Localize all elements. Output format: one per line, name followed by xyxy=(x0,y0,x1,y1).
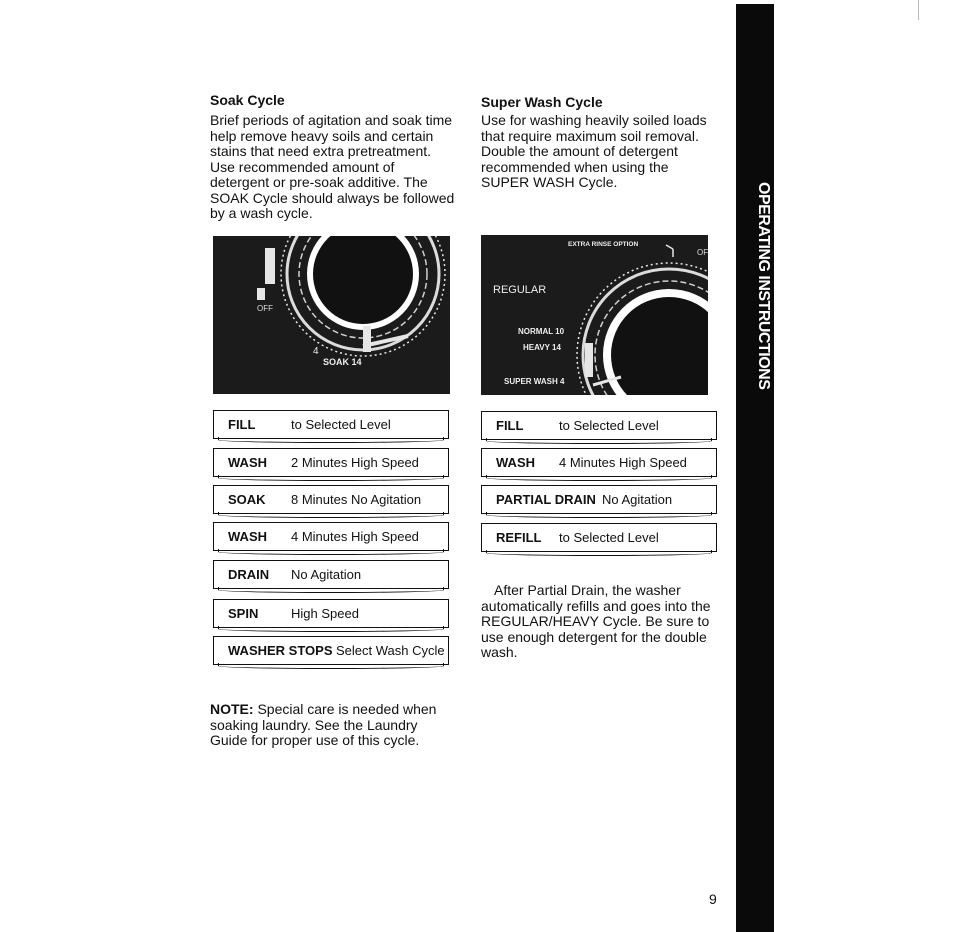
super-heading: Super Wash Cycle xyxy=(481,94,603,110)
soak-line: help remove heavy soils and certain xyxy=(210,127,434,144)
super-step xyxy=(481,485,717,514)
edge-mark xyxy=(918,0,919,20)
step-label: WASH xyxy=(228,529,267,544)
soak-dial-image xyxy=(213,236,450,394)
step-description: High Speed xyxy=(291,606,359,621)
super-description xyxy=(481,113,731,191)
step-label: FILL xyxy=(228,417,256,432)
soak-step xyxy=(213,522,449,551)
super-line: Double the amount of detergent xyxy=(481,143,678,159)
step-description: 4 Minutes High Speed xyxy=(291,529,419,544)
dial-soak-label: SOAK 14 xyxy=(323,357,362,367)
soak-line: Use recommended amount of xyxy=(210,158,395,175)
step-description: No Agitation xyxy=(602,492,673,507)
dial-number-label: 4 xyxy=(313,346,319,357)
step-label: PARTIAL DRAIN xyxy=(496,492,596,507)
step-label: SPIN xyxy=(228,606,259,621)
dial-off-label: OF xyxy=(697,248,708,257)
after-line: wash. xyxy=(481,644,518,660)
soak-heading: Soak Cycle xyxy=(210,92,285,108)
step-label: REFILL xyxy=(496,530,542,545)
soak-step xyxy=(213,599,449,628)
sidebar-title: OPERATING INSTRUCTIONS xyxy=(755,182,772,390)
soak-line: stains that need extra pretreatment. xyxy=(210,143,432,159)
step-description: Select Wash Cycle xyxy=(336,643,445,658)
step-label: WASH xyxy=(496,455,535,470)
soak-note xyxy=(210,702,450,749)
after-line: use enough detergent for the double xyxy=(481,628,707,645)
step-description: 8 Minutes No Agitation xyxy=(291,492,422,507)
super-line: recommended when using the xyxy=(481,158,669,175)
step-description: to Selected Level xyxy=(559,418,659,433)
soak-line: SOAK Cycle should always be followed xyxy=(210,189,455,206)
soak-line: Brief periods of agitation and soak time xyxy=(210,112,453,128)
after-line: automatically refills and goes into the xyxy=(481,597,711,614)
normal-label: NORMAL 10 xyxy=(518,327,565,336)
step-description: No Agitation xyxy=(291,567,362,582)
extra-rinse-label: EXTRA RINSE OPTION xyxy=(568,241,639,248)
soak-line: detergent or pre-soak additive. The xyxy=(210,174,428,190)
step-label: WASHER STOPS xyxy=(228,643,333,658)
note-line: soaking laundry. See the Laundry xyxy=(210,716,418,733)
super-line: Use for washing heavily soiled loads xyxy=(481,112,707,128)
page-number: 9 xyxy=(709,891,717,907)
note-line: Guide for proper use of this cycle. xyxy=(210,732,420,748)
super-step xyxy=(481,448,717,477)
dial-off-label: OFF xyxy=(257,304,273,313)
soak-line: by a wash cycle. xyxy=(210,205,313,221)
super-line: SUPER WASH Cycle. xyxy=(481,174,618,190)
step-description: to Selected Level xyxy=(559,530,659,545)
super-line: that require maximum soil removal. xyxy=(481,127,699,144)
step-description: 2 Minutes High Speed xyxy=(291,455,419,470)
note-line: Special care is needed when xyxy=(257,701,437,717)
super-wash-label: SUPER WASH 4 xyxy=(504,377,565,386)
regular-label: REGULAR xyxy=(493,284,547,296)
super-after-text xyxy=(481,583,731,661)
step-description: 4 Minutes High Speed xyxy=(559,455,687,470)
note-label: NOTE: xyxy=(210,701,254,717)
heavy-label: HEAVY 14 xyxy=(523,343,561,352)
super-step xyxy=(481,523,717,552)
super-step xyxy=(481,411,717,440)
step-label: SOAK xyxy=(228,492,266,507)
soak-step xyxy=(213,560,449,589)
sidebar-tab xyxy=(736,4,774,932)
soak-description xyxy=(210,113,460,222)
step-label: WASH xyxy=(228,455,267,470)
soak-step xyxy=(213,410,449,439)
after-line: After Partial Drain, the washer xyxy=(494,582,681,598)
super-dial-image xyxy=(481,235,708,395)
after-line: REGULAR/HEAVY Cycle. Be sure to xyxy=(481,613,710,629)
soak-step xyxy=(213,485,449,514)
soak-step xyxy=(213,636,449,665)
step-label: FILL xyxy=(496,418,524,433)
step-description: to Selected Level xyxy=(291,417,391,432)
step-label: DRAIN xyxy=(228,567,270,582)
soak-step xyxy=(213,448,449,477)
